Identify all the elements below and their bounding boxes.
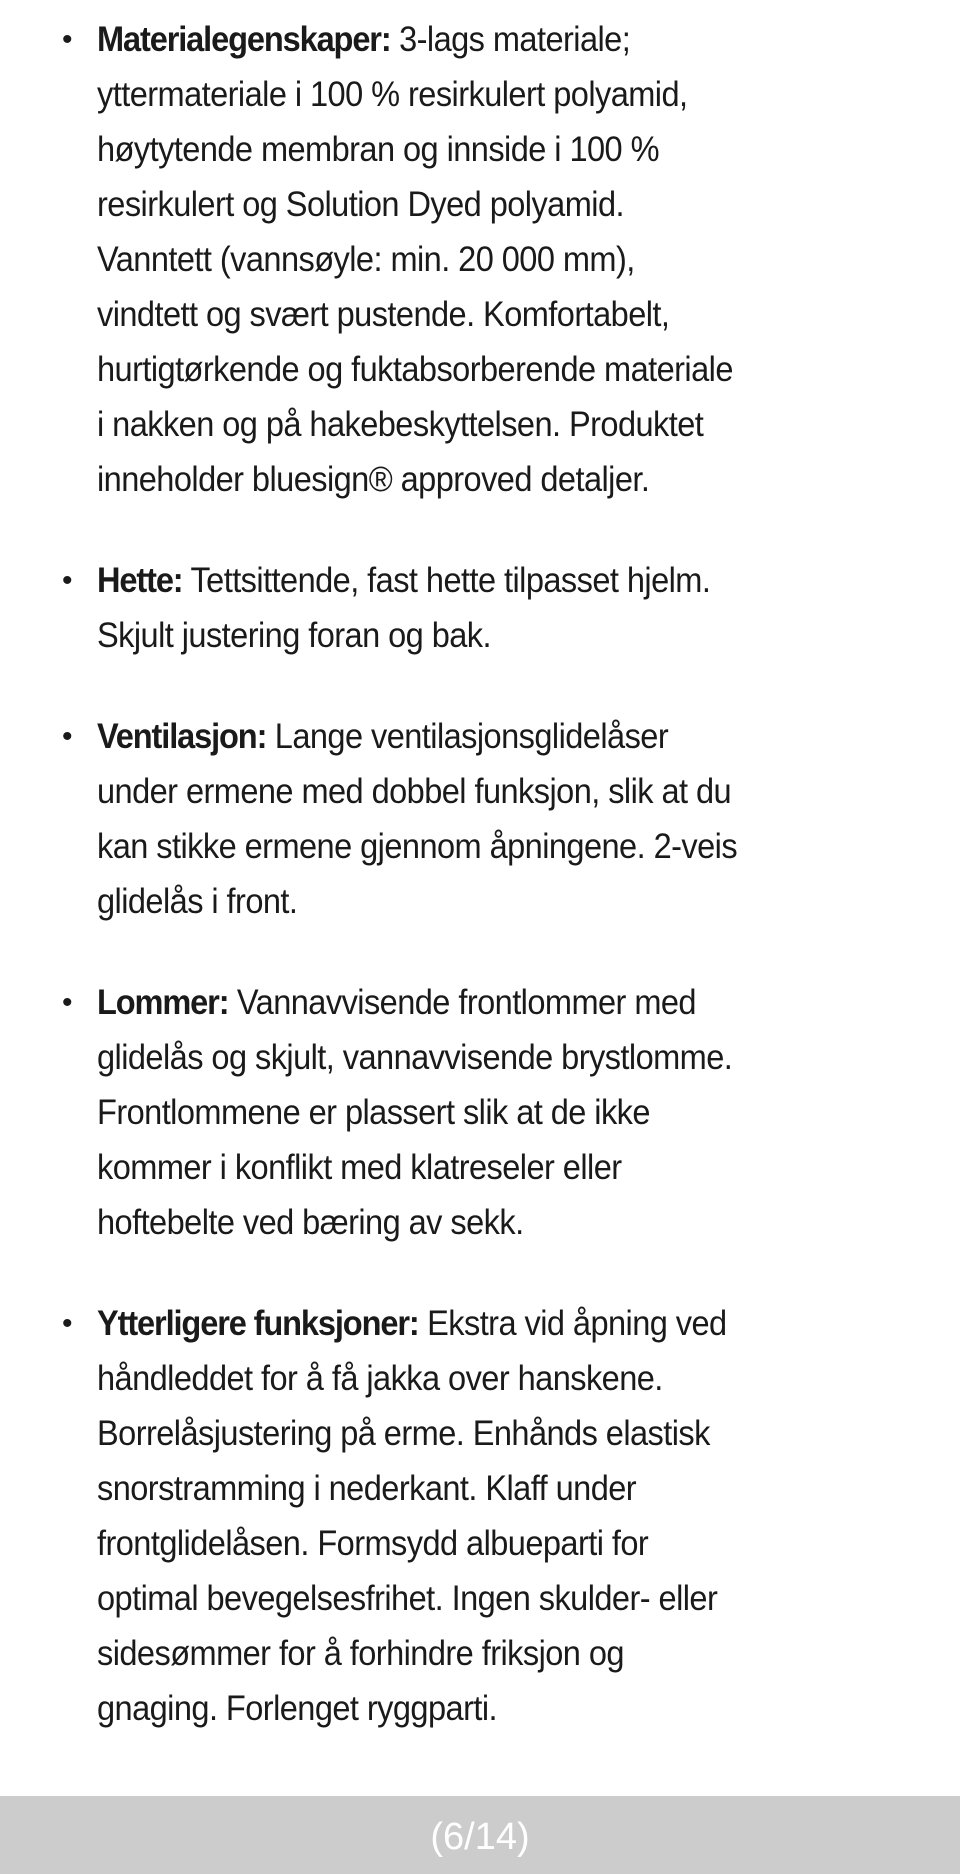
feature-text: 3-lags materiale;: [390, 20, 631, 59]
feature-text-line: hurtigtørkende og fuktabsorberende materiale: [97, 350, 733, 389]
feature-text-line: snorstramming i nederkant. Klaff under: [97, 1469, 637, 1508]
feature-text-line: [97, 709, 900, 764]
feature-list-item: [0, 709, 960, 929]
feature-text-line: i nakken og på hakebeskyttelsen. Produktet: [97, 405, 704, 444]
feature-text-line: glidelås og skjult, vannavvisende brystlomme.: [97, 1038, 733, 1077]
bullet-icon: •: [62, 1307, 73, 1340]
feature-text-line: [97, 12, 900, 67]
feature-text-line: Vanntett (vannsøyle: min. 20 000 mm),: [97, 240, 635, 279]
feature-text-line: vindtett og svært pustende. Komfortabelt,: [97, 295, 670, 334]
bullet-icon: •: [62, 564, 73, 597]
feature-text-line: Skjult justering foran og bak.: [97, 616, 491, 655]
feature-text-line: frontglidelåsen. Formsydd albueparti for: [97, 1524, 649, 1563]
feature-text-line: yttermateriale i 100 % resirkulert polyamid,: [97, 75, 688, 114]
feature-text-line: [97, 553, 900, 608]
feature-label: Hette:: [97, 561, 183, 600]
bullet-icon: •: [62, 720, 73, 753]
feature-list-item: [0, 553, 960, 663]
feature-text-line: resirkulert og Solution Dyed polyamid.: [97, 185, 624, 224]
feature-text-line: Frontlommene er plassert slik at de ikke: [97, 1093, 650, 1132]
feature-list-item: [0, 975, 960, 1250]
feature-text-line: sidesømmer for å forhindre friksjon og: [97, 1634, 624, 1673]
feature-text: Ekstra vid åpning ved: [418, 1304, 727, 1343]
feature-text-line: kommer i konflikt med klatreseler eller: [97, 1148, 622, 1187]
feature-text: Tettsittende, fast hette tilpasset hjelm.: [182, 561, 711, 600]
feature-list-item: [0, 12, 960, 507]
feature-text-line: hoftebelte ved bæring av sekk.: [97, 1203, 524, 1242]
feature-text-line: [97, 975, 900, 1030]
feature-text-line: glidelås i front.: [97, 882, 298, 921]
feature-text: Lange ventilasjonsglidelåser: [266, 717, 669, 756]
feature-label: Materialegenskaper:: [97, 20, 391, 59]
feature-text-line: gnaging. Forlenget ryggparti.: [97, 1689, 498, 1728]
feature-text-line: inneholder bluesign® approved detaljer.: [97, 460, 650, 499]
feature-label: Ventilasjon:: [97, 717, 267, 756]
feature-label: Ytterligere funksjoner:: [97, 1304, 419, 1343]
feature-text-line: [97, 1296, 900, 1351]
feature-list-item: [0, 1296, 960, 1736]
feature-text: Vannavvisende frontlommer med: [228, 983, 696, 1022]
bullet-icon: •: [62, 986, 73, 1019]
bullet-icon: •: [62, 23, 73, 56]
image-counter: (6/14): [430, 1816, 530, 1858]
feature-text-line: optimal bevegelsesfrihet. Ingen skulder- eller: [97, 1579, 718, 1618]
feature-text-line: under ermene med dobbel funksjon, slik at du: [97, 772, 732, 811]
feature-text-line: Borrelåsjustering på erme. Enhånds elastisk: [97, 1414, 710, 1453]
feature-text-line: håndleddet for å få jakka over hanskene.: [97, 1359, 663, 1398]
feature-list: [0, 12, 960, 1782]
feature-text-line: kan stikke ermene gjennom åpningene. 2-veis: [97, 827, 738, 866]
feature-label: Lommer:: [97, 983, 229, 1022]
feature-text-line: høytytende membran og innside i 100 %: [97, 130, 659, 169]
